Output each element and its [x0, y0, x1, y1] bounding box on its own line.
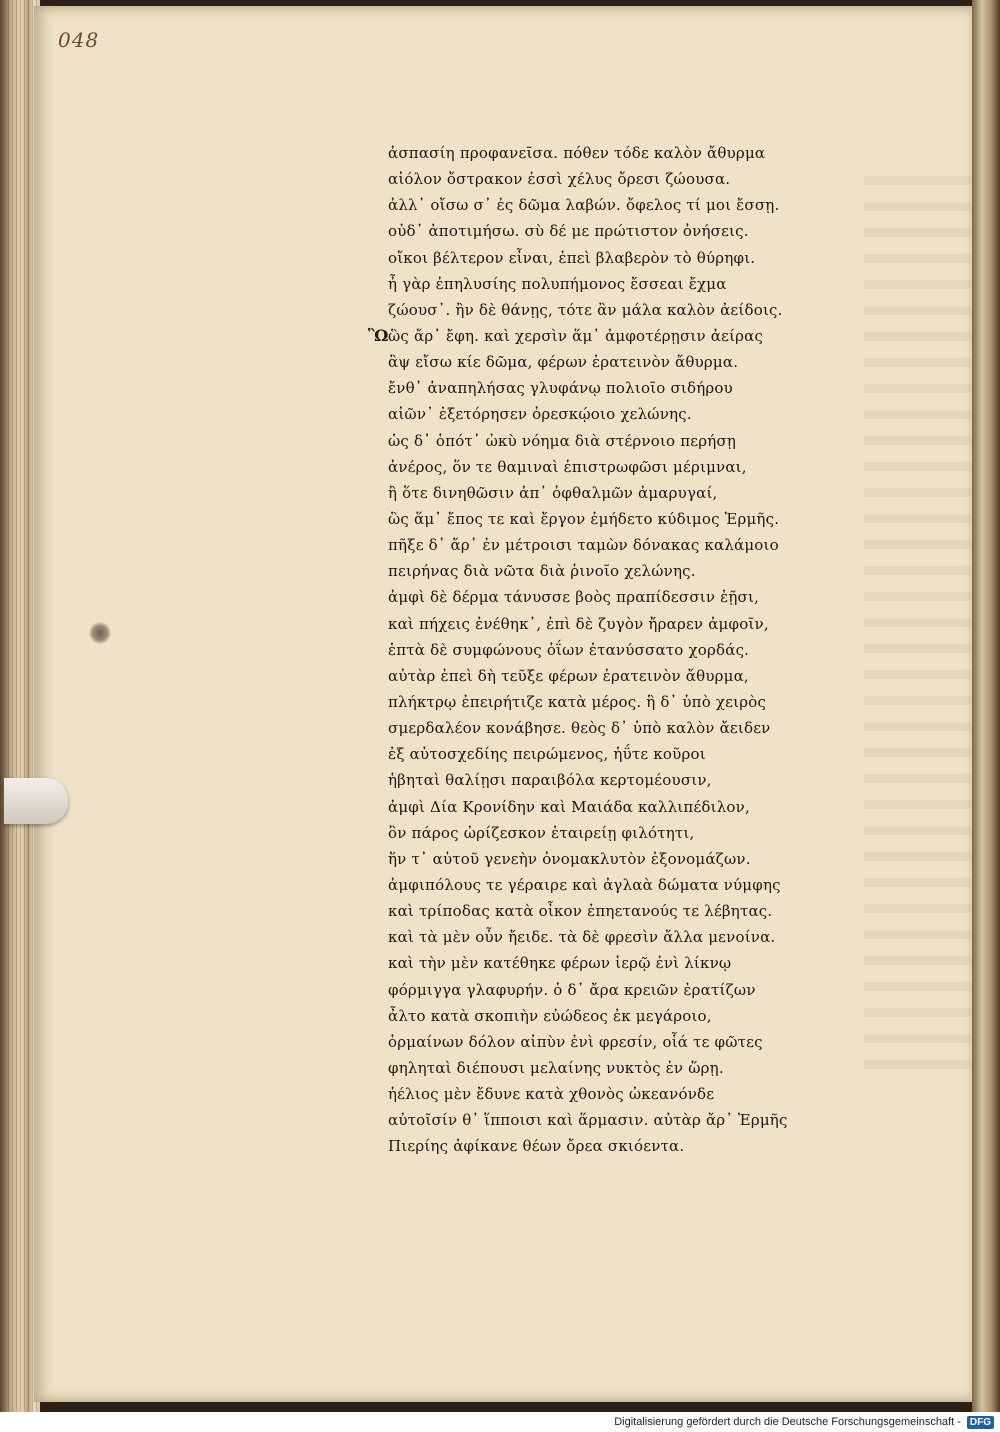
text-line: ὃν πάρος ὠρίζεσκον ἑταιρείῃ φιλότητι, — [388, 823, 695, 842]
text-line: ἀμφιπόλους τε γέραιρε καὶ ἀγλαὰ δώματα νύμφης — [388, 875, 781, 894]
text-line: σμερδαλέον κονάβησε. θεὸς δ᾽ ὑπὸ καλὸν ἄειδεν — [388, 719, 771, 738]
text-line: αὐτοῖσίν θ᾽ ἵπποισι καὶ ἅρμασιν. αὐτὰρ ἄρ᾽ Ἑρμῆς — [388, 1111, 788, 1130]
text-line: ἦ γὰρ ἐπηλυσίης πολυπήμονος ἔσσεαι ἔχμα — [388, 274, 727, 293]
text-line: αἰῶν᾽ ἐξετόρησεν ὀρεσκῴοιο χελώνης. — [388, 405, 692, 424]
text-line: πῆξε δ᾽ ἄρ᾽ ἐν μέτροισι ταμὼν δόνακας καλάμοιο — [388, 536, 779, 555]
text-line: ὣς ἅμ᾽ ἔπος τε καὶ ἔργον ἐμήδετο κύδιμος Ἑρμῆς. — [388, 509, 780, 528]
text-line: ὁρμαίνων δόλον αἰπὺν ἐνὶ φρεσίν, οἷά τε φῶτες — [388, 1032, 763, 1051]
text-line: Πιερίης ἀφίκανε θέων ὄρεα σκιόεντα. — [388, 1137, 685, 1156]
text-line: ζώουσ᾽. ἢν δὲ θάνῃς, τότε ἂν μάλα καλὸν ἀείδοις. — [388, 300, 783, 319]
text-line: καὶ τὰ μὲν οὖν ἤειδε. τὰ δὲ φρεσὶν ἄλλα μενοίνα. — [388, 928, 776, 947]
text-line: αἰόλον ὄστρακον ἐσσὶ χέλυς ὄρεσι ζώουσα. — [388, 170, 731, 189]
text-line: ἀμφὶ Δία Κρονίδην καὶ Μαιάδα καλλιπέδιλον, — [388, 797, 750, 816]
text-line: οὐδ᾽ ἀποτιμήσω. σὺ δέ με πρώτιστον ὀνήσεις. — [388, 222, 749, 241]
text-line: ἢ ὅτε δινηθῶσιν ἀπ᾽ ὀφθαλμῶν ἀμαρυγαί, — [388, 483, 718, 502]
text-line: ἔνθ᾽ ἀναπηλήσας γλυφάνῳ πολιοῖο σιδήρου — [388, 379, 733, 398]
text-line: ἆλτο κατὰ σκοπιὴν εὐώδεος ἐκ μεγάροιο, — [388, 1006, 712, 1025]
footer-credit: Digitalisierung gefördert durch die Deutsche Forschungsgemeinschaft - — [614, 1416, 961, 1428]
page-clip — [4, 778, 68, 824]
book-edge-right — [972, 0, 1000, 1412]
text-line: ἀμφὶ δὲ δέρμα τάνυσσε βοὸς πραπίδεσσιν ἑῇσι, — [388, 588, 760, 607]
text-line: ὣς ἄρ᾽ ἔφη. καὶ χερσὶν ἅμ᾽ ἀμφοτέρῃσιν ἀείρας — [388, 326, 764, 345]
greek-text-block — [388, 140, 828, 1159]
text-line: οἴκοι βέλτερον εἶναι, ἐπεὶ βλαβερὸν τὸ θύρηφι. — [388, 248, 756, 267]
text-line: φόρμιγγα γλαφυρήν. ὁ δ᾽ ἄρα κρειῶν ἐρατίζων — [388, 980, 756, 999]
dfg-logo-icon: DFG — [967, 1416, 994, 1429]
text-line: ἂψ εἴσω κίε δῶμα, φέρων ἐρατεινὸν ἄθυρμα. — [388, 353, 739, 372]
text-line: καὶ τρίποδας κατὰ οἶκον ἐπηετανούς τε λέβητας. — [388, 902, 773, 921]
marginal-mark: Ὣ — [368, 326, 389, 345]
text-line: ἀσπασίη προφανεῖσα. πόθεν τόδε καλὸν ἄθυρμα — [388, 144, 766, 162]
text-line: καὶ τὴν μὲν κατέθηκε φέρων ἱερῷ ἐνὶ λίκνῳ — [388, 954, 732, 973]
text-line: πλήκτρῳ ἐπειρήτιζε κατὰ μέρος. ἣ δ᾽ ὑπὸ χειρὸς — [388, 692, 767, 711]
text-line: ἠέλιος μὲν ἔδυνε κατὰ χθονὸς ὠκεανόνδε — [388, 1085, 715, 1104]
text-line: ἐξ αὐτοσχεδίης πειρώμενος, ἠΰτε κοῦροι — [388, 745, 706, 764]
text-line: ἥν τ᾽ αὐτοῦ γενεὴν ὀνομακλυτὸν ἐξονομάζων. — [388, 849, 751, 868]
text-line: φηληταὶ διέπουσι μελαίνης νυκτὸς ἐν ὥρῃ. — [388, 1058, 724, 1077]
text-line: ἀνέρος, ὅν τε θαμιναὶ ἐπιστρωφῶσι μέριμναι, — [388, 457, 747, 476]
ink-stain — [88, 622, 112, 644]
text-line: ὡς δ᾽ ὁπότ᾽ ὠκὺ νόημα διὰ στέρνοιο περήσῃ — [388, 431, 737, 450]
text-line: αὐτὰρ ἐπεὶ δὴ τεῦξε φέρων ἐρατεινὸν ἄθυρμα, — [388, 666, 749, 685]
text-line: ἡβηταὶ θαλίῃσι παραιβόλα κερτομέουσιν, — [388, 771, 712, 790]
text-line: ἀλλ᾽ οἴσω σ᾽ ἐς δῶμα λαβών. ὄφελος τί μοι ἔσσῃ. — [388, 196, 780, 215]
text-line: καὶ πήχεις ἐνέθηκ᾽, ἐπὶ δὲ ζυγὸν ἤραρεν ἀμφοῖν, — [388, 614, 769, 633]
text-line: ἑπτὰ δὲ συμφώνους ὀΐων ἐτανύσσατο χορδάς. — [388, 640, 750, 659]
text-line: πειρήνας διὰ νῶτα διὰ ῥινοῖο χελώνης. — [388, 562, 696, 581]
footer-credit-bar — [0, 1412, 1000, 1432]
folio-number: 048 — [58, 28, 100, 52]
